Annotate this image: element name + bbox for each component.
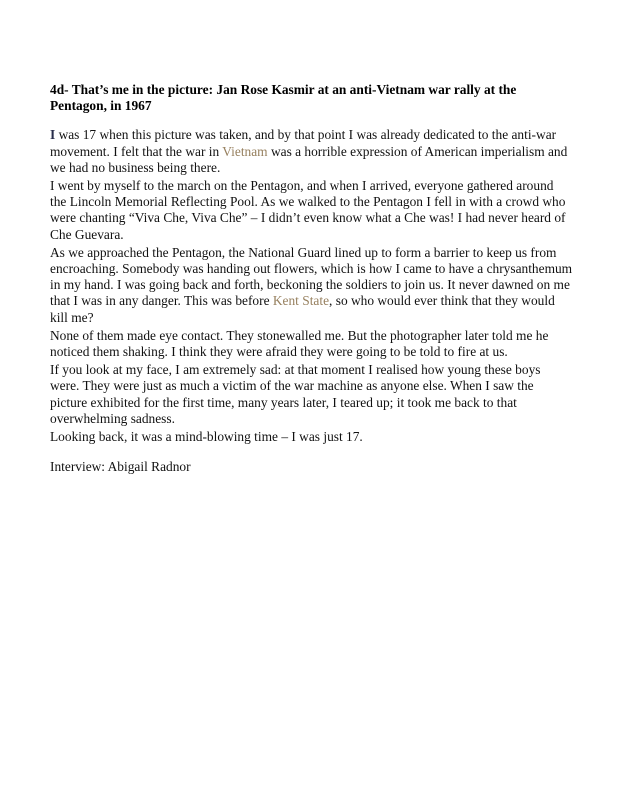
text-run: was a horrible expression of American imperialism and we had no business being there. [50, 143, 568, 175]
text-run: Looking back, it was a mind-blowing time – I was just 17. [50, 429, 363, 445]
inline-link[interactable]: Kent State [272, 293, 330, 309]
text-run: As we approached the Pentagon, the National Guard lined up to form a barrier to keep us from encroaching. Somebody was handing out flowers, which is how I came to have a chrysanthemum in my hand. I was going back and forth, beckoning the soldiers to join us. It never dawned on me that I was in any danger. This was before [50, 244, 573, 309]
paragraph [50, 178, 573, 243]
byline: Interview: Abigail Radnor [50, 459, 191, 475]
article-body [50, 127, 573, 445]
paragraph [50, 362, 573, 427]
document-page [50, 82, 573, 475]
paragraph [50, 245, 573, 326]
lead-initial: I [50, 127, 56, 143]
paragraph [50, 429, 573, 445]
page-title: 4d- That’s me in the picture: Jan Rose Kasmir at an anti-Vietnam war rally at the Pentagon, in 1967 [50, 82, 517, 114]
paragraph [50, 127, 573, 176]
text-run: If you look at my face, I am extremely sad: at that moment I realised how young these boys were. They were just as much a victim of the war machine as anyone else. When I saw the picture exhibited for the first time, many years later, I teared up; it took me back to that overwhelming sadness. [50, 362, 541, 426]
text-run: was 17 when this picture was taken, and by that point I was already dedicated to the anti-war movement. I felt that the war in [50, 127, 557, 159]
paragraph [50, 328, 573, 360]
text-run: , so who would ever think that they would kill me? [50, 293, 555, 325]
text-run: None of them made eye contact. They stonewalled me. But the photographer later told me he noticed them shaking. I think they were afraid they were going to be told to fire at us. [50, 327, 549, 360]
text-run: I went by myself to the march on the Pentagon, and when I arrived, everyone gathered around the Lincoln Memorial Reflecting Pool. As we walked to the Pentagon I fell in with a crowd who were chanting “Viva Che, Viva Che” – I didn’t even know what a Che was! I had never heard of Che Guevara. [50, 178, 566, 242]
inline-link[interactable]: Vietnam [222, 143, 268, 159]
